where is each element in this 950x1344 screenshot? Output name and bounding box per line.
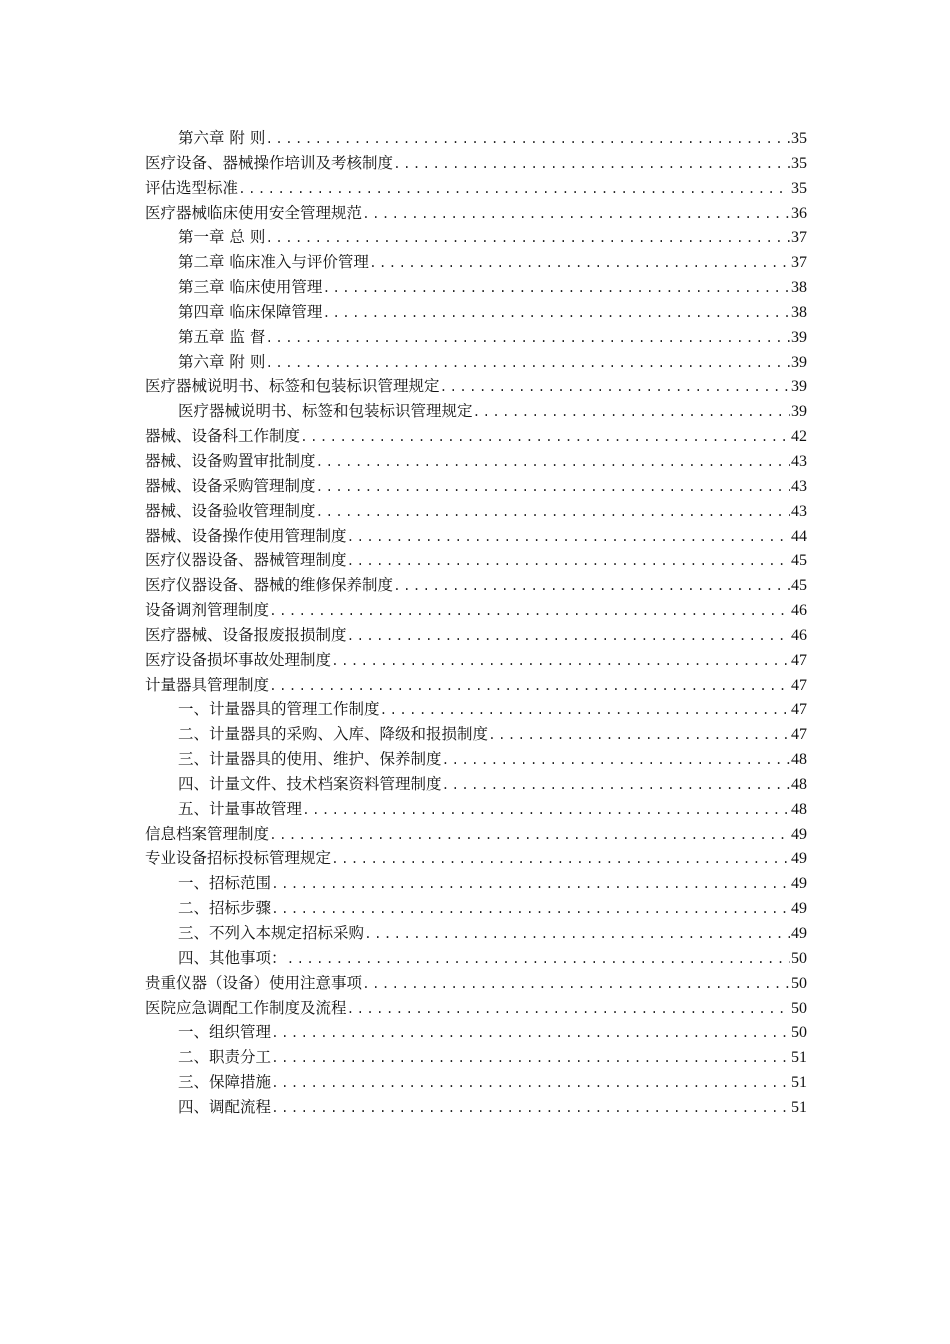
toc-page-number: 39 — [791, 328, 807, 346]
toc-page-number: 51 — [791, 1098, 807, 1116]
toc-entry-title: 五、计量事故管理 — [178, 799, 303, 818]
toc-entry-title: 医疗设备损坏事故处理制度 — [145, 650, 332, 669]
toc-entry[interactable] — [145, 871, 807, 896]
toc-entry[interactable] — [145, 424, 807, 449]
toc-entry[interactable] — [145, 176, 807, 201]
toc-entry-title: 第六章 附 则 — [178, 129, 266, 147]
toc-dot-leader — [302, 799, 790, 824]
toc-dot-leader — [269, 824, 790, 849]
toc-entry-title: 一、招标范围 — [178, 874, 272, 893]
toc-page-number: 42 — [791, 428, 807, 446]
toc-entry[interactable] — [145, 673, 807, 698]
toc-entry-title: 器械、设备采购管理制度 — [145, 476, 316, 495]
toc-dot-leader — [269, 600, 790, 625]
toc-entry-title: 四、调配流程 — [178, 1097, 272, 1116]
toc-entry-title: 二、职责分工 — [178, 1048, 272, 1067]
toc-dot-leader — [362, 973, 790, 998]
toc-page-number: 49 — [791, 900, 807, 918]
toc-dot-leader — [440, 376, 790, 401]
toc-dot-leader — [322, 302, 790, 327]
toc-entry-title: 医院应急调配工作制度及流程 — [145, 998, 347, 1017]
toc-page-number: 47 — [791, 651, 807, 669]
toc-entry[interactable] — [145, 971, 807, 996]
toc-dot-leader — [238, 178, 790, 203]
toc-entry[interactable] — [145, 126, 807, 151]
table-of-contents — [145, 126, 807, 1120]
toc-dot-leader — [347, 998, 790, 1023]
toc-entry-title: 贵重仪器（设备）使用注意事项 — [145, 973, 363, 992]
toc-page-number: 49 — [791, 850, 807, 868]
toc-page-number: 43 — [791, 477, 807, 495]
toc-dot-leader — [347, 526, 790, 551]
toc-entry-title: 器械、设备购置审批制度 — [145, 451, 316, 470]
toc-dot-leader — [442, 749, 790, 774]
toc-entry[interactable] — [145, 548, 807, 573]
toc-entry-title: 二、计量器具的采购、入库、降级和报损制度 — [178, 725, 489, 744]
toc-entry[interactable] — [145, 524, 807, 549]
toc-entry[interactable] — [145, 300, 807, 325]
toc-page-number: 36 — [791, 204, 807, 222]
toc-entry-title: 计量器具管理制度 — [145, 675, 270, 694]
toc-page-number: 37 — [791, 229, 807, 247]
toc-page-number: 49 — [791, 875, 807, 893]
toc-page-number: 45 — [791, 552, 807, 570]
toc-dot-leader — [265, 128, 790, 153]
toc-dot-leader — [316, 501, 790, 526]
toc-dot-leader — [331, 650, 790, 675]
toc-entry-title: 医疗器械说明书、标签和包装标识管理规定 — [145, 377, 440, 396]
toc-entry[interactable] — [145, 350, 807, 375]
toc-page-number: 50 — [791, 1024, 807, 1042]
toc-entry[interactable] — [145, 151, 807, 176]
toc-dot-leader — [271, 1022, 790, 1047]
toc-entry[interactable] — [145, 1095, 807, 1120]
toc-entry[interactable] — [145, 822, 807, 847]
toc-dot-leader — [271, 898, 790, 923]
toc-entry-title: 器械、设备验收管理制度 — [145, 501, 316, 520]
toc-entry[interactable] — [145, 747, 807, 772]
toc-dot-leader — [271, 1097, 790, 1122]
toc-page-number: 47 — [791, 701, 807, 719]
toc-entry[interactable] — [145, 896, 807, 921]
toc-dot-leader — [393, 153, 790, 178]
toc-entry[interactable] — [145, 250, 807, 275]
toc-dot-leader — [316, 451, 790, 476]
toc-dot-leader — [322, 277, 790, 302]
toc-entry-title: 四、其他事项： — [178, 948, 287, 967]
toc-page-number: 35 — [791, 154, 807, 172]
toc-entry[interactable] — [145, 921, 807, 946]
toc-entry-title: 第五章 监 督 — [178, 327, 266, 346]
toc-page-number: 39 — [791, 403, 807, 421]
toc-entry[interactable] — [145, 275, 807, 300]
toc-entry-title: 二、招标步骤 — [178, 899, 272, 918]
toc-entry-title: 医疗仪器设备、器械管理制度 — [145, 551, 347, 570]
toc-entry-title: 三、计量器具的使用、维护、保养制度 — [178, 750, 442, 769]
toc-page-number: 44 — [791, 527, 807, 545]
toc-entry[interactable] — [145, 697, 807, 722]
toc-entry[interactable] — [145, 1045, 807, 1070]
toc-entry-title: 三、不列入本规定招标采购 — [178, 924, 365, 942]
toc-entry[interactable] — [145, 499, 807, 524]
toc-entry-title: 医疗仪器设备、器械的维修保养制度 — [145, 576, 394, 595]
toc-page-number: 48 — [791, 800, 807, 818]
toc-dot-leader — [331, 848, 790, 873]
toc-entry[interactable] — [145, 325, 807, 350]
toc-entry-title: 第四章 临床保障管理 — [178, 302, 323, 321]
toc-page-number: 48 — [791, 775, 807, 793]
toc-page-number: 43 — [791, 502, 807, 520]
toc-entry[interactable] — [145, 201, 807, 226]
toc-dot-leader — [380, 699, 790, 724]
toc-dot-leader — [393, 575, 790, 600]
toc-dot-leader — [442, 774, 790, 799]
toc-entry-title: 医疗器械临床使用安全管理规范 — [145, 203, 363, 222]
toc-entry[interactable] — [145, 374, 807, 399]
toc-dot-leader — [287, 948, 790, 973]
toc-entry-title: 信息档案管理制度 — [145, 824, 270, 843]
toc-page-number: 43 — [791, 452, 807, 470]
toc-entry-title: 第六章 附 则 — [178, 352, 266, 371]
toc-page-number: 35 — [791, 179, 807, 197]
toc-dot-leader — [488, 724, 790, 749]
toc-page-number: 46 — [791, 602, 807, 620]
toc-entry[interactable] — [145, 648, 807, 673]
toc-entry-title: 医疗器械说明书、标签和包装标识管理规定 — [178, 402, 473, 421]
toc-dot-leader — [271, 1047, 790, 1072]
toc-entry[interactable] — [145, 1070, 807, 1095]
toc-entry-title: 专业设备招标投标管理规定 — [145, 849, 332, 868]
toc-page-number: 39 — [791, 378, 807, 396]
toc-page-number: 51 — [791, 1074, 807, 1092]
toc-dot-leader — [347, 625, 790, 650]
toc-entry[interactable] — [145, 772, 807, 797]
toc-entry[interactable] — [145, 449, 807, 474]
toc-entry[interactable] — [145, 846, 807, 871]
toc-entry[interactable] — [145, 399, 807, 424]
toc-page-number: 45 — [791, 577, 807, 595]
toc-entry[interactable] — [145, 797, 807, 822]
toc-entry[interactable] — [145, 946, 807, 971]
toc-dot-leader — [265, 227, 790, 252]
toc-page-number: 37 — [791, 254, 807, 272]
toc-entry[interactable] — [145, 573, 807, 598]
toc-page-number: 38 — [791, 303, 807, 321]
toc-dot-leader — [347, 550, 790, 575]
toc-page-number: 50 — [791, 949, 807, 967]
toc-dot-leader — [265, 352, 790, 377]
toc-page-number: 39 — [791, 353, 807, 371]
toc-entry-title: 设备调剂管理制度 — [145, 601, 270, 620]
toc-dot-leader — [265, 327, 790, 352]
toc-dot-leader — [364, 923, 790, 948]
toc-entry-title: 器械、设备科工作制度 — [145, 427, 301, 446]
toc-dot-leader — [473, 401, 790, 426]
toc-entry-title: 第一章 总 则 — [178, 228, 266, 247]
toc-dot-leader — [316, 476, 790, 501]
toc-page-number: 49 — [791, 825, 807, 843]
toc-page-number: 47 — [791, 726, 807, 744]
toc-dot-leader — [271, 1072, 790, 1097]
toc-entry-title: 第二章 临床准入与评价管理 — [178, 253, 369, 272]
toc-page-number: 47 — [791, 676, 807, 694]
toc-entry[interactable] — [145, 225, 807, 250]
toc-entry[interactable] — [145, 474, 807, 499]
toc-dot-leader — [269, 675, 790, 700]
toc-dot-leader — [369, 252, 790, 277]
toc-entry-title: 医疗器械、设备报废报损制度 — [145, 625, 347, 644]
toc-entry[interactable] — [145, 1020, 807, 1045]
toc-dot-leader — [271, 873, 790, 898]
toc-dot-leader — [362, 203, 790, 228]
toc-entry[interactable] — [145, 722, 807, 747]
toc-page-number: 48 — [791, 751, 807, 769]
toc-page-number: 50 — [791, 999, 807, 1017]
toc-page-number: 51 — [791, 1049, 807, 1067]
toc-dot-leader — [300, 426, 790, 451]
toc-entry-title: 评估选型标准 — [145, 178, 239, 197]
toc-entry[interactable] — [145, 623, 807, 648]
toc-entry-title: 三、保障措施 — [178, 1073, 272, 1092]
toc-entry[interactable] — [145, 598, 807, 623]
toc-entry[interactable] — [145, 996, 807, 1021]
toc-page-number: 46 — [791, 626, 807, 644]
toc-page-number: 35 — [791, 130, 807, 147]
toc-entry-title: 一、组织管理 — [178, 1023, 272, 1042]
toc-page-number: 50 — [791, 974, 807, 992]
toc-page-number: 38 — [791, 279, 807, 297]
toc-page-number: 49 — [791, 925, 807, 942]
toc-entry-title: 器械、设备操作使用管理制度 — [145, 526, 347, 545]
toc-entry-title: 医疗设备、器械操作培训及考核制度 — [145, 153, 394, 172]
toc-entry-title: 一、计量器具的管理工作制度 — [178, 700, 380, 719]
toc-entry-title: 第三章 临床使用管理 — [178, 278, 323, 297]
toc-entry-title: 四、计量文件、技术档案资料管理制度 — [178, 774, 442, 793]
